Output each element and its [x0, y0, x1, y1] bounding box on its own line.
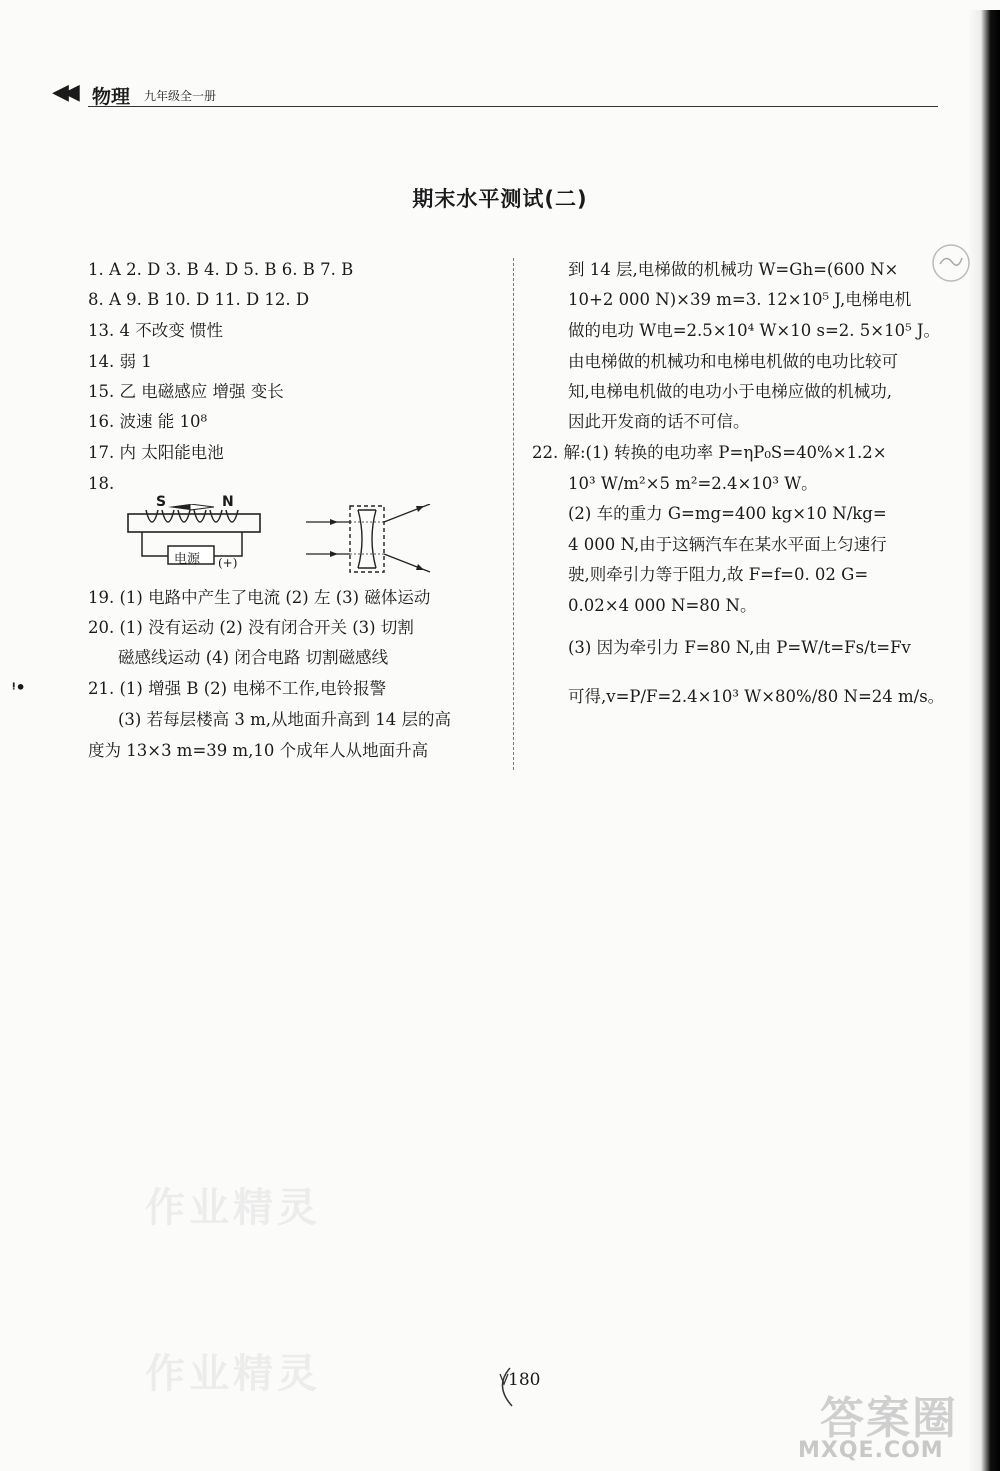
answer-line: 13. 4 不改变 惯性	[88, 321, 223, 340]
margin-marks: ᵎ•	[12, 678, 26, 697]
answer-line: 8. A 9. B 10. D 11. D 12. D	[88, 290, 310, 309]
lens-box	[350, 506, 384, 572]
ray-arrow	[416, 564, 424, 570]
q18-diagram	[118, 494, 478, 576]
answer-line: 20. (1) 没有运动 (2) 没有闭合开关 (3) 切割	[88, 618, 414, 637]
answer-line: 19. (1) 电路中产生了电流 (2) 左 (3) 磁体运动	[88, 588, 431, 607]
answer-line: 17. 内 太阳能电池	[88, 443, 224, 462]
scan-shadow-edge	[968, 10, 1000, 1471]
concave-lens	[358, 510, 376, 568]
answer-line: (3) 若每层楼高 3 m,从地面升高到 14 层的高	[118, 710, 451, 729]
answer-line: 15. 乙 电磁感应 增强 变长	[88, 382, 284, 401]
seal-icon	[928, 240, 974, 286]
page-title: 期末水平测试(二)	[412, 187, 588, 211]
answer-line: 知,电梯电机做的电功小于电梯应做的机械功,	[568, 382, 892, 401]
needle-right	[190, 504, 214, 510]
answer-line: 由电梯做的机械功和电梯电机做的电功比较可	[568, 352, 898, 371]
faint-stamp: 作业精灵	[145, 1185, 321, 1231]
watermark-site: MXQE.COM	[798, 1438, 944, 1463]
header-rule	[88, 106, 938, 107]
ray-arrow	[416, 506, 424, 512]
electromagnet-and-lens-figure	[118, 504, 478, 576]
watermark-logo: 答案圈	[820, 1393, 958, 1444]
answer-line: 到 14 层,电梯做的机械功 W=Gh=(600 N×	[568, 260, 899, 279]
needle-left	[168, 504, 190, 510]
n-pole-label: N	[222, 494, 234, 510]
answer-line: 10³ W/m²×5 m²=2.4×10³ W。	[568, 474, 818, 493]
answer-line: 0.02×4 000 N=80 N。	[568, 596, 757, 615]
grade-label: 九年级全一册	[144, 89, 217, 103]
answer-line: 驶,则牵引力等于阻力,故 F=f=0. 02 G=	[568, 565, 869, 584]
answer-line: 18.	[88, 474, 115, 493]
ray-arrow	[330, 519, 338, 525]
answer-line: 可得,v=P/F=2.4×10³ W×80%/80 N=24 m/s。	[568, 687, 945, 706]
answer-line: 21. (1) 增强 B (2) 电梯不工作,电铃报警	[88, 679, 387, 698]
faint-stamp: 作业精灵	[145, 1351, 321, 1397]
page-number: 180	[508, 1370, 541, 1390]
answer-line: 4 000 N,由于这辆汽车在某水平面上匀速行	[568, 535, 887, 554]
site-watermark	[790, 1380, 990, 1465]
answer-line: 16. 波速 能 10⁸	[88, 412, 208, 431]
answer-line: (2) 车的重力 G=mg=400 kg×10 N/kg=	[568, 504, 887, 523]
page-header	[52, 78, 938, 108]
answer-line: 1. A 2. D 3. B 4. D 5. B 6. B 7. B	[88, 260, 354, 279]
answer-line: 10+2 000 N)×39 m=3. 12×10⁵ J,电梯电机	[568, 290, 912, 309]
column-divider	[513, 258, 514, 770]
positive-terminal-label: (+)	[218, 556, 238, 570]
answer-line: 因此开发商的话不可信。	[568, 412, 750, 431]
circuit-wire-left	[142, 532, 168, 556]
ray-arrow	[330, 551, 338, 557]
s-pole-label: S	[156, 494, 167, 510]
answer-line: (3) 因为牵引力 F=80 N,由 P=W/t=Fs/t=Fv	[568, 638, 911, 657]
answer-line: 度为 13×3 m=39 m,10 个成年人从地面升高	[88, 741, 429, 760]
answer-line: 磁感线运动 (4) 闭合电路 切割磁感线	[118, 648, 389, 667]
answer-line: 做的电功 W电=2.5×10⁴ W×10 s=2. 5×10⁵ J。	[568, 321, 941, 340]
power-source-label: 电源	[174, 552, 201, 567]
circuit-wire-right	[214, 532, 242, 556]
answer-line: 22. 解:(1) 转换的电功率 P=ηP₀S=40%×1.2×	[532, 443, 887, 462]
header-arrows-icon: ◀◀	[52, 80, 74, 105]
subject-label: 物理	[92, 86, 131, 108]
answer-line: 14. 弱 1	[88, 352, 152, 371]
coil-windings	[146, 510, 238, 522]
